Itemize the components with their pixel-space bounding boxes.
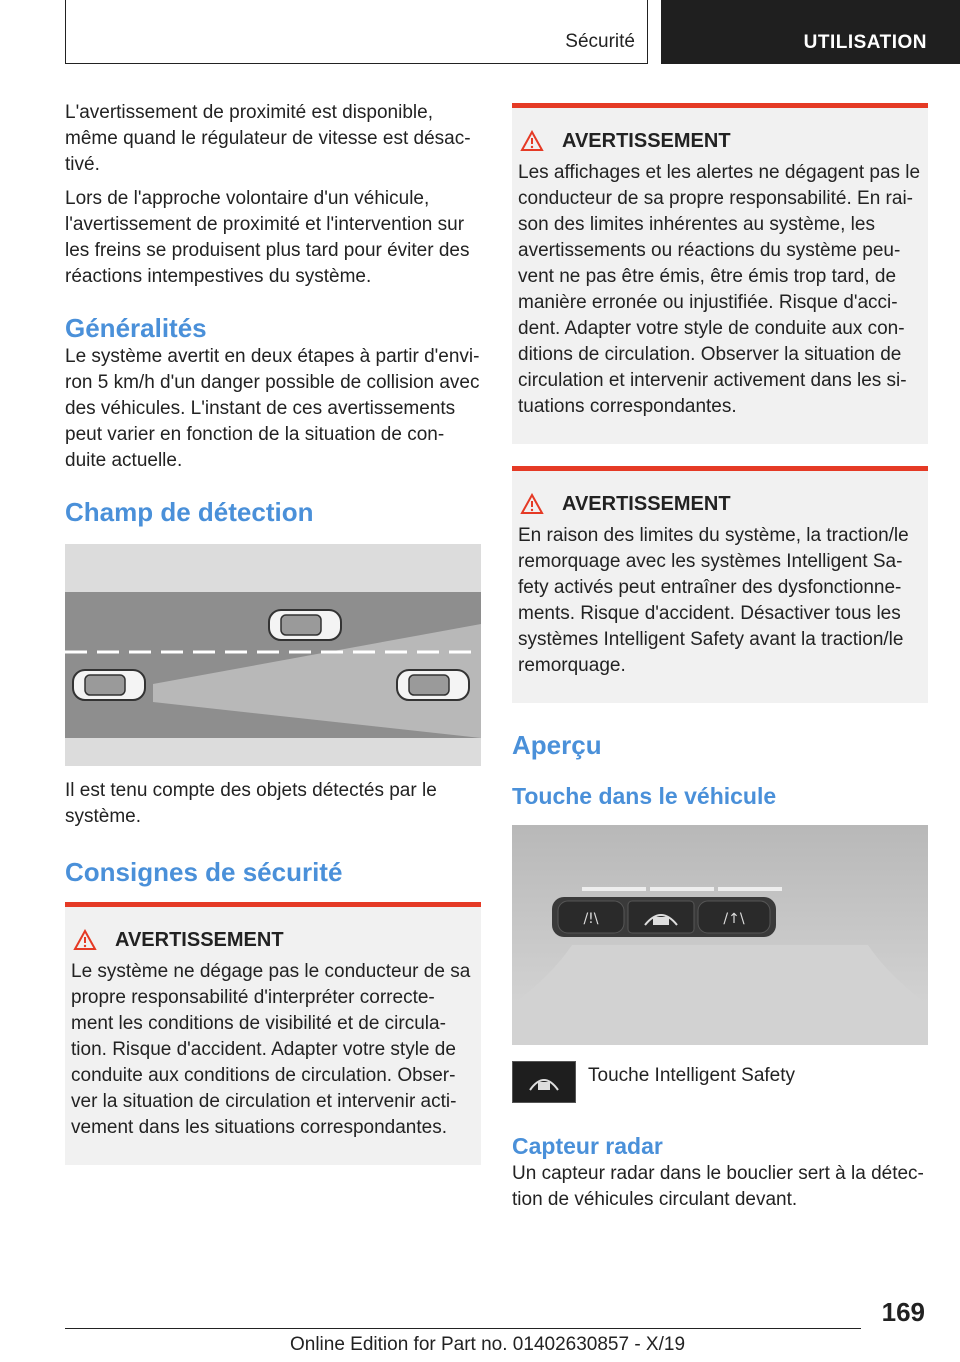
button-panel-photo [512, 825, 928, 1045]
warning-title: AVERTISSEMENT [562, 130, 731, 152]
paragraph: Un capteur radar dans le bouclier sert à la détec‐tion de véhicules circulant devant. [512, 1163, 924, 1210]
svg-text:/↑\: /↑\ [723, 911, 745, 927]
header-chapter-tab [661, 0, 960, 64]
header-chapter-title: UTILISATION [803, 32, 927, 53]
header-section-tab [65, 0, 648, 64]
heading-apercu: Aperçu [512, 730, 602, 760]
warning-text: En raison des limites du système, la traction/le remorquage avec les systèmes Intelligent Sa‐fety activés peut entraîner des dysfonctionne‐ments. Risque d'accident. Désactiver tous les systèmes Intelligent Safety avant la traction/le remorquage. [518, 525, 909, 676]
heading-generalites: Généralités [65, 313, 207, 343]
warning-title: AVERTISSEMENT [115, 929, 284, 951]
warning-box [512, 103, 928, 444]
heading-touche: Touche dans le véhicule [512, 783, 777, 809]
heading-champ-detection: Champ de détection [65, 497, 314, 527]
warning-heading [518, 491, 922, 517]
warning-box [512, 466, 928, 703]
intelligent-safety-button-icon [512, 1061, 576, 1103]
car-icon [73, 670, 145, 700]
warning-text: Les affichages et les alertes ne dégagent pas le conducteur de sa propre responsabilité. En rai‐son des limites inhérentes au système, les avertissements ou réactions du système peu‐vent ne pas être émis, être émis trop tard, de manière erronée ou injustifiée. Risque d'acci‐dent. Adapter votre style de conduite aux con‐ditions de circulation. Observer la situation de circulation et intervenir activement dans les si‐tuations correspondantes. [518, 162, 921, 417]
detection-field-illustration [65, 544, 481, 766]
page-number: 169 [881, 1297, 925, 1327]
legend-row [512, 1061, 928, 1103]
warning-heading [71, 927, 475, 953]
warning-text: Le système ne dégage pas le conducteur de sa propre responsabilité d'interpréter correcte‐ment les conditions de visibilité et de circula‐tion. Risque d'accident. Adapter votre style de conduite aux conditions de circulation. Obser‐ver la situation de circulation et intervenir acti‐vement dans les situations correspondantes. [71, 961, 471, 1138]
legend-label: Touche Intelligent Safety [588, 1065, 796, 1086]
warning-triangle-icon [73, 929, 97, 951]
figure-caption: Il est tenu compte des objets détectés par le système. [65, 780, 437, 827]
heading-consignes: Consignes de sécurité [65, 857, 343, 887]
car-icon [269, 610, 341, 640]
paragraph: Lors de l'approche volontaire d'un véhicule, l'avertissement de proximité et l'intervention sur les freins se produisent plus tard pour éviter des réactions intempestives du système. [65, 188, 470, 287]
paragraph: L'avertissement de proximité est disponible, même quand le régulateur de vitesse est désac‐tivé. [65, 102, 471, 175]
svg-text:/!\: /!\ [583, 911, 599, 927]
warning-triangle-icon [520, 493, 544, 515]
footer-divider [65, 1328, 861, 1329]
left-column [65, 100, 481, 1165]
right-column [512, 103, 928, 1221]
footer-edition: Online Edition for Part no. 01402630857 - X/19 [289, 1334, 686, 1355]
warning-title: AVERTISSEMENT [562, 493, 731, 515]
header-section-title: Sécurité [565, 31, 635, 52]
warning-triangle-icon [520, 130, 544, 152]
warning-box [65, 902, 481, 1165]
heading-capteur: Capteur radar [512, 1133, 663, 1159]
warning-heading [518, 128, 922, 154]
paragraph: Le système avertit en deux étapes à partir d'envi‐ron 5 km/h d'un danger possible de collision avec des véhicules. L'instant de ces avertissements peut varier en fonction de la situation de con‐duite actuelle. [65, 346, 480, 471]
car-icon [397, 670, 469, 700]
